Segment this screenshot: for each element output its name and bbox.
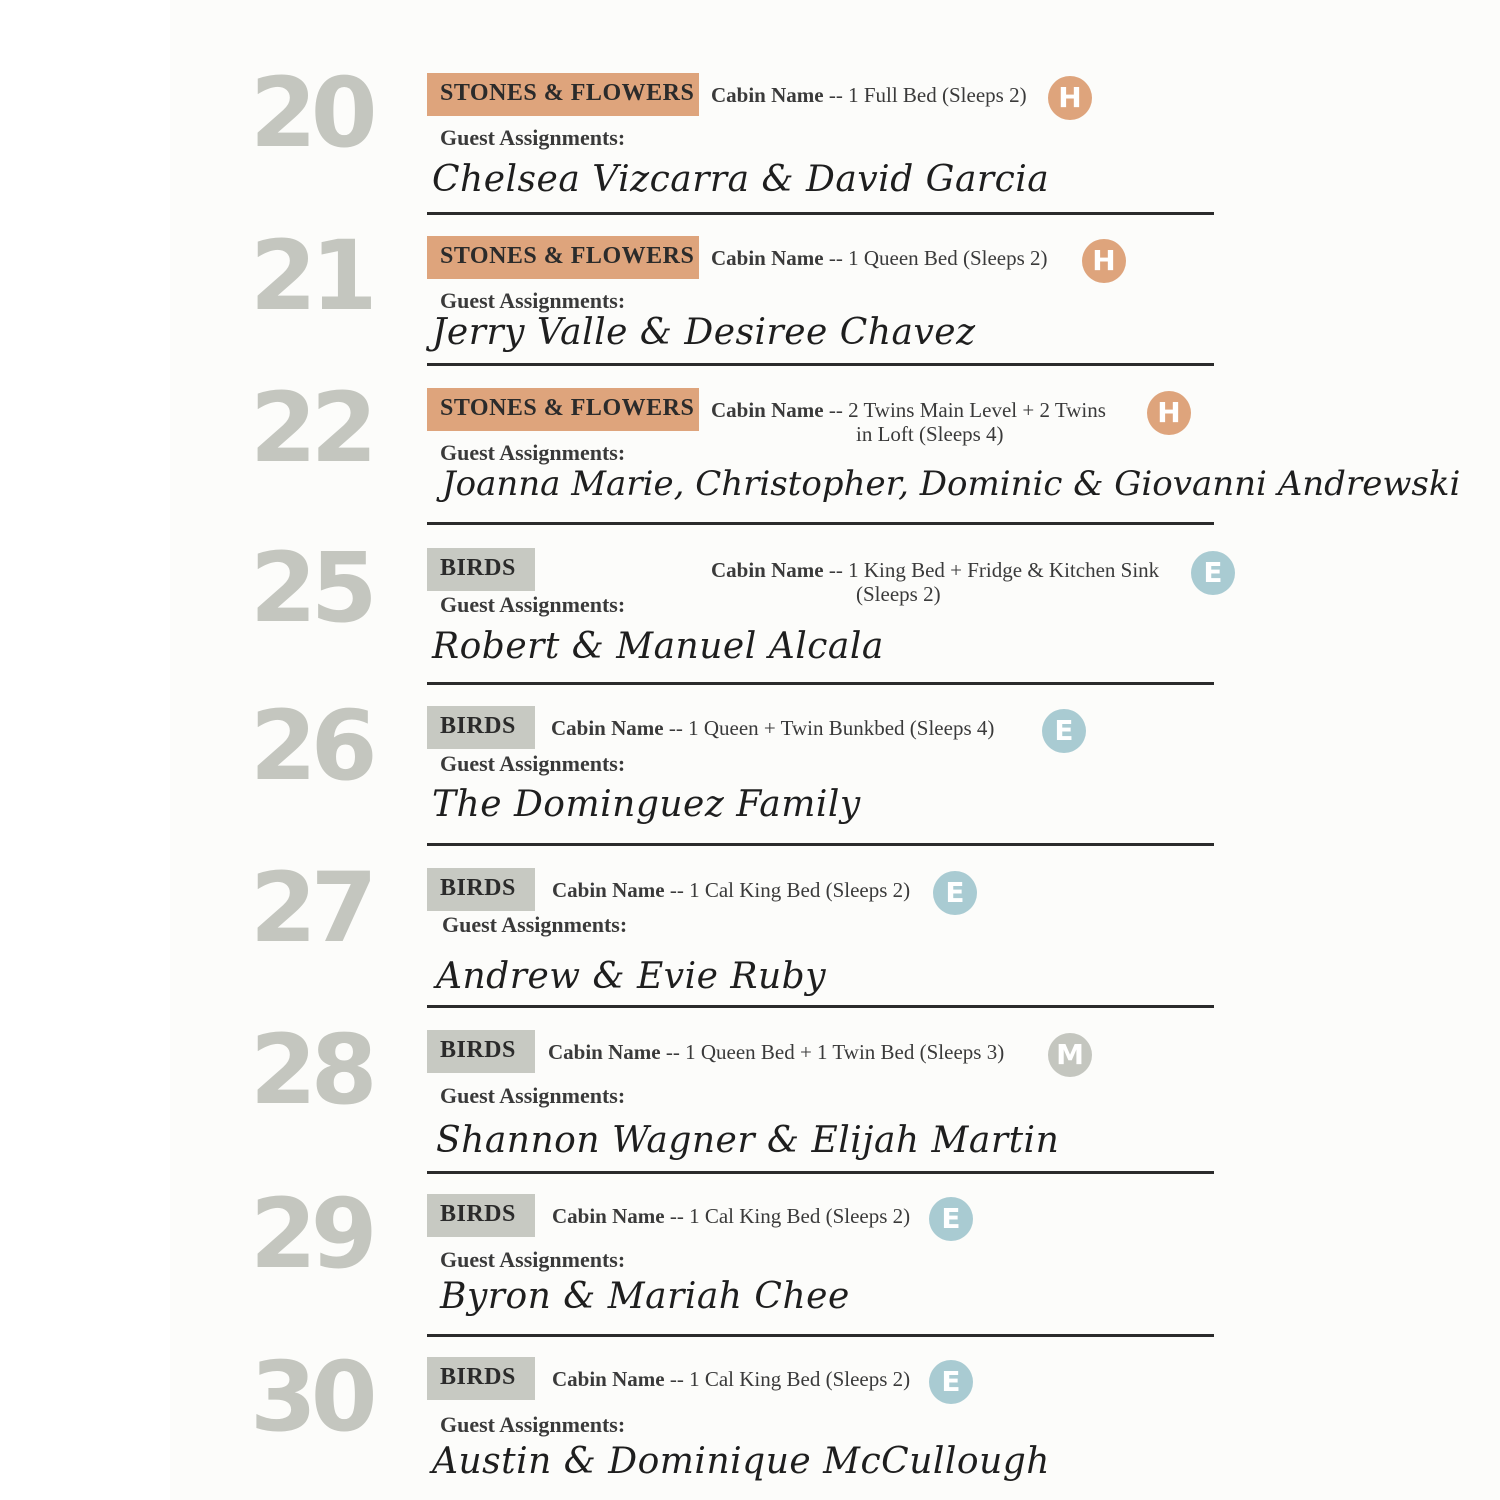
entry-number: 25 — [250, 532, 372, 644]
cabin-name-label: Cabin Name — [552, 1367, 665, 1391]
divider — [427, 1334, 1214, 1337]
divider — [427, 1005, 1214, 1008]
guest-names: Byron & Mariah Chee — [440, 1276, 850, 1317]
entry-number: 20 — [250, 57, 372, 169]
level-badge: E — [929, 1197, 973, 1241]
cabin-description — [552, 878, 910, 902]
guest-names: Andrew & Evie Ruby — [436, 956, 827, 997]
level-badge: E — [1191, 551, 1235, 595]
guest-assignments-label: Guest Assignments: — [440, 440, 626, 465]
divider — [427, 1171, 1214, 1174]
cabin-detail: -- 1 Queen Bed (Sleeps 2) — [828, 246, 1048, 270]
guest-names: Austin & Dominique McCullough — [432, 1441, 1050, 1482]
cabin-description — [711, 558, 1159, 606]
cabin-detail: -- 2 Twins Main Level + 2 Twins — [828, 398, 1106, 422]
cabin-description — [552, 1367, 910, 1391]
cabin-name-label: Cabin Name — [711, 83, 824, 107]
guest-assignments-label: Guest Assignments: — [440, 1412, 626, 1437]
cabin-description — [711, 83, 1027, 107]
level-badge: M — [1048, 1033, 1092, 1077]
cabin-detail: -- 1 Cal King Bed (Sleeps 2) — [669, 878, 911, 902]
category-label: STONES & FLOWERS — [427, 236, 699, 279]
category-label: BIRDS — [427, 548, 535, 591]
entry-number: 29 — [250, 1178, 372, 1290]
divider — [427, 843, 1214, 846]
cabin-name-label: Cabin Name — [552, 1204, 665, 1228]
entry-number: 27 — [250, 852, 372, 964]
guest-assignments-label: Guest Assignments: — [440, 125, 626, 150]
cabin-description — [711, 246, 1048, 270]
entry-number: 22 — [250, 372, 372, 484]
cabin-description — [552, 1204, 910, 1228]
level-badge: E — [929, 1360, 973, 1404]
guest-names: The Dominguez Family — [432, 784, 861, 825]
cabin-detail: -- 1 Cal King Bed (Sleeps 2) — [669, 1367, 911, 1391]
category-label: STONES & FLOWERS — [427, 73, 699, 116]
entry-number: 21 — [250, 220, 372, 332]
guest-names: Joanna Marie, Christopher, Dominic & Giovanni Andrewski — [442, 464, 1461, 504]
level-badge: H — [1082, 239, 1126, 283]
entry-number: 28 — [250, 1014, 372, 1126]
level-badge: H — [1147, 391, 1191, 435]
cabin-name-label: Cabin Name — [711, 558, 824, 582]
cabin-name-label: Cabin Name — [711, 246, 824, 270]
level-badge: H — [1048, 76, 1092, 120]
category-label: BIRDS — [427, 1030, 535, 1073]
cabin-description — [551, 716, 994, 740]
cabin-detail: -- 1 King Bed + Fridge & Kitchen Sink — [828, 558, 1160, 582]
level-badge: E — [1042, 709, 1086, 753]
guest-assignments-label: Guest Assignments: — [440, 288, 626, 313]
cabin-name-label: Cabin Name — [552, 878, 665, 902]
cabin-detail-line-2: (Sleeps 2) — [856, 582, 941, 606]
cabin-name-label: Cabin Name — [548, 1040, 661, 1064]
guest-assignments-label: Guest Assignments: — [440, 1083, 626, 1108]
cabin-description — [548, 1040, 1004, 1064]
divider — [427, 522, 1214, 525]
assignment-sheet — [170, 0, 1500, 1500]
entry-number: 30 — [250, 1341, 372, 1453]
guest-assignments-label: Guest Assignments: — [440, 592, 626, 617]
divider — [427, 363, 1214, 366]
cabin-detail: -- 1 Queen + Twin Bunkbed (Sleeps 4) — [668, 716, 995, 740]
category-label: BIRDS — [427, 868, 535, 911]
guest-names: Chelsea Vizcarra & David Garcia — [432, 159, 1050, 200]
level-badge: E — [933, 871, 977, 915]
divider — [427, 682, 1214, 685]
category-label: BIRDS — [427, 706, 535, 749]
category-label: STONES & FLOWERS — [427, 388, 699, 431]
guest-names: Robert & Manuel Alcala — [432, 626, 884, 667]
cabin-detail: -- 1 Cal King Bed (Sleeps 2) — [669, 1204, 911, 1228]
category-label: BIRDS — [427, 1357, 535, 1400]
guest-assignments-label: Guest Assignments: — [440, 1247, 626, 1272]
cabin-description — [711, 398, 1106, 446]
category-label: BIRDS — [427, 1194, 535, 1237]
guest-assignments-label: Guest Assignments: — [442, 912, 628, 937]
guest-names: Shannon Wagner & Elijah Martin — [436, 1120, 1060, 1161]
cabin-detail-line-2: in Loft (Sleeps 4) — [856, 422, 1004, 446]
guest-assignments-label: Guest Assignments: — [440, 751, 626, 776]
divider — [427, 212, 1214, 215]
cabin-name-label: Cabin Name — [711, 398, 824, 422]
cabin-detail: -- 1 Full Bed (Sleeps 2) — [828, 83, 1027, 107]
entry-number: 26 — [250, 690, 372, 802]
cabin-detail: -- 1 Queen Bed + 1 Twin Bed (Sleeps 3) — [665, 1040, 1005, 1064]
cabin-name-label: Cabin Name — [551, 716, 664, 740]
guest-names: Jerry Valle & Desiree Chavez — [432, 312, 976, 353]
